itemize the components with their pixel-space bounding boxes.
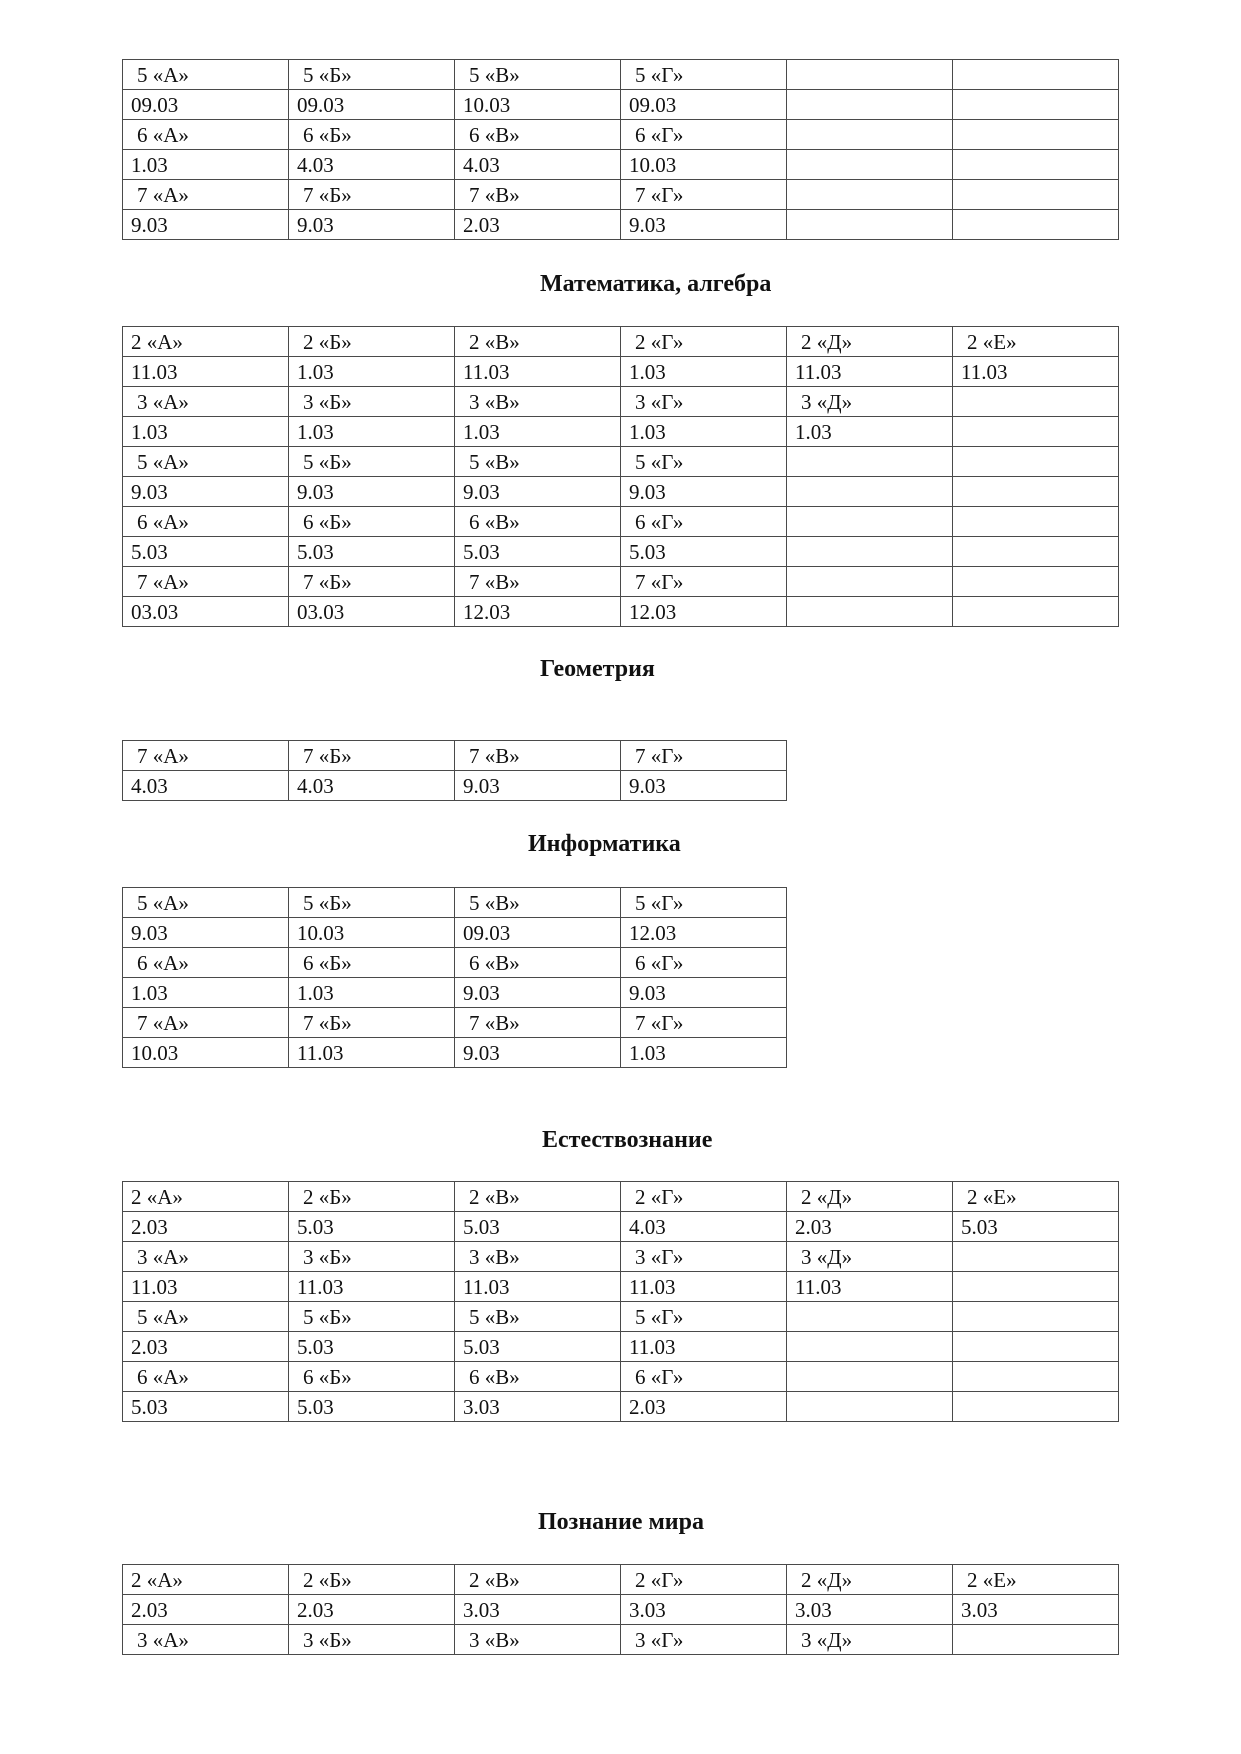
class-cell: 5 «В» <box>455 60 621 90</box>
date-cell: 4.03 <box>289 150 455 180</box>
class-cell: 3 «В» <box>455 1625 621 1655</box>
class-row <box>123 1302 1119 1332</box>
date-cell: 5.03 <box>953 1212 1119 1242</box>
class-cell: 6 «Г» <box>621 948 787 978</box>
class-cell: 7 «А» <box>123 741 289 771</box>
date-cell: 5.03 <box>289 1212 455 1242</box>
section-title-informatics: Информатика <box>528 831 681 857</box>
empty-cell <box>953 1392 1119 1422</box>
date-cell: 9.03 <box>621 477 787 507</box>
class-cell: 2 «Е» <box>953 1182 1119 1212</box>
class-cell: 3 «В» <box>455 387 621 417</box>
empty-cell <box>787 180 953 210</box>
date-cell: 11.03 <box>455 1272 621 1302</box>
class-cell: 5 «В» <box>455 1302 621 1332</box>
date-cell: 1.03 <box>123 150 289 180</box>
class-cell: 7 «А» <box>123 567 289 597</box>
class-cell: 3 «Г» <box>621 387 787 417</box>
class-cell: 5 «А» <box>123 888 289 918</box>
empty-cell <box>787 1302 953 1332</box>
date-row <box>123 771 787 801</box>
date-cell: 03.03 <box>289 597 455 627</box>
class-cell: 3 «Д» <box>787 1625 953 1655</box>
class-cell: 6 «Б» <box>289 507 455 537</box>
class-row <box>123 888 787 918</box>
class-cell: 3 «Б» <box>289 1242 455 1272</box>
date-row <box>123 150 1119 180</box>
date-cell: 03.03 <box>123 597 289 627</box>
empty-cell <box>787 1392 953 1422</box>
date-cell: 1.03 <box>289 357 455 387</box>
date-cell: 1.03 <box>123 978 289 1008</box>
class-row <box>123 507 1119 537</box>
date-cell: 3.03 <box>787 1595 953 1625</box>
class-cell: 2 «Д» <box>787 327 953 357</box>
empty-cell <box>953 90 1119 120</box>
class-cell: 2 «В» <box>455 1565 621 1595</box>
empty-cell <box>953 507 1119 537</box>
empty-cell <box>787 60 953 90</box>
schedule-table-continued <box>122 59 1119 240</box>
date-cell: 12.03 <box>621 918 787 948</box>
date-row <box>123 1212 1119 1242</box>
class-cell: 5 «Г» <box>621 447 787 477</box>
section-title-natural-science: Естествознание <box>542 1127 713 1153</box>
class-row <box>123 60 1119 90</box>
empty-cell <box>787 477 953 507</box>
date-row <box>123 1392 1119 1422</box>
class-row <box>123 120 1119 150</box>
class-cell: 3 «Г» <box>621 1242 787 1272</box>
date-cell: 4.03 <box>289 771 455 801</box>
class-cell: 5 «Б» <box>289 447 455 477</box>
empty-cell <box>953 1332 1119 1362</box>
class-cell: 7 «Г» <box>621 567 787 597</box>
date-cell: 5.03 <box>289 537 455 567</box>
class-cell: 3 «Б» <box>289 387 455 417</box>
class-cell: 7 «Б» <box>289 741 455 771</box>
class-row <box>123 180 1119 210</box>
date-cell: 1.03 <box>621 417 787 447</box>
schedule-table-math-algebra <box>122 326 1119 627</box>
date-cell: 11.03 <box>787 357 953 387</box>
class-cell: 7 «В» <box>455 1008 621 1038</box>
date-cell: 5.03 <box>455 537 621 567</box>
empty-cell <box>787 537 953 567</box>
empty-cell <box>953 597 1119 627</box>
empty-cell <box>787 210 953 240</box>
date-cell: 09.03 <box>621 90 787 120</box>
schedule-table-geometry <box>122 740 787 801</box>
class-cell: 5 «Б» <box>289 60 455 90</box>
empty-cell <box>953 417 1119 447</box>
class-row <box>123 948 787 978</box>
class-cell: 6 «Г» <box>621 1362 787 1392</box>
class-row <box>123 1625 1119 1655</box>
class-cell: 3 «Д» <box>787 387 953 417</box>
date-cell: 09.03 <box>455 918 621 948</box>
class-cell: 7 «Г» <box>621 1008 787 1038</box>
date-cell: 11.03 <box>289 1038 455 1068</box>
class-row <box>123 1242 1119 1272</box>
date-cell: 3.03 <box>953 1595 1119 1625</box>
empty-cell <box>787 1362 953 1392</box>
class-cell: 2 «Г» <box>621 1565 787 1595</box>
section-title-world-knowledge: Познание мира <box>538 1509 704 1535</box>
empty-cell <box>787 150 953 180</box>
schedule-table-world-knowledge <box>122 1564 1119 1655</box>
class-row <box>123 1008 787 1038</box>
date-cell: 9.03 <box>455 978 621 1008</box>
date-cell: 11.03 <box>123 1272 289 1302</box>
date-cell: 2.03 <box>123 1332 289 1362</box>
date-cell: 2.03 <box>123 1212 289 1242</box>
date-cell: 3.03 <box>621 1595 787 1625</box>
empty-cell <box>787 597 953 627</box>
class-row <box>123 567 1119 597</box>
date-cell: 11.03 <box>787 1272 953 1302</box>
empty-cell <box>787 567 953 597</box>
class-cell: 5 «А» <box>123 447 289 477</box>
date-row <box>123 1595 1119 1625</box>
class-row <box>123 1362 1119 1392</box>
date-cell: 9.03 <box>123 210 289 240</box>
date-row <box>123 417 1119 447</box>
date-cell: 1.03 <box>455 417 621 447</box>
empty-cell <box>953 210 1119 240</box>
class-cell: 2 «Б» <box>289 1182 455 1212</box>
empty-cell <box>953 1362 1119 1392</box>
class-cell: 5 «В» <box>455 447 621 477</box>
date-row <box>123 918 787 948</box>
class-cell: 3 «В» <box>455 1242 621 1272</box>
class-cell: 7 «А» <box>123 1008 289 1038</box>
empty-cell <box>953 120 1119 150</box>
class-cell: 7 «В» <box>455 567 621 597</box>
class-cell: 6 «А» <box>123 1362 289 1392</box>
empty-cell <box>787 1332 953 1362</box>
date-cell: 9.03 <box>289 210 455 240</box>
date-cell: 12.03 <box>455 597 621 627</box>
date-cell: 9.03 <box>621 978 787 1008</box>
empty-cell <box>953 1242 1119 1272</box>
class-cell: 3 «А» <box>123 387 289 417</box>
date-row <box>123 597 1119 627</box>
class-cell: 2 «А» <box>123 327 289 357</box>
class-row <box>123 1565 1119 1595</box>
class-cell: 5 «В» <box>455 888 621 918</box>
class-row <box>123 741 787 771</box>
section-title-math-algebra: Математика, алгебра <box>540 271 772 297</box>
class-row <box>123 387 1119 417</box>
class-cell: 6 «Г» <box>621 507 787 537</box>
class-cell: 7 «Б» <box>289 1008 455 1038</box>
class-cell: 6 «А» <box>123 948 289 978</box>
date-row <box>123 1332 1119 1362</box>
date-cell: 11.03 <box>289 1272 455 1302</box>
date-cell: 1.03 <box>123 417 289 447</box>
class-cell: 2 «А» <box>123 1565 289 1595</box>
class-cell: 7 «В» <box>455 180 621 210</box>
class-cell: 5 «Г» <box>621 888 787 918</box>
empty-cell <box>787 120 953 150</box>
date-cell: 11.03 <box>123 357 289 387</box>
empty-cell <box>787 507 953 537</box>
empty-cell <box>953 477 1119 507</box>
empty-cell <box>953 387 1119 417</box>
date-cell: 09.03 <box>289 90 455 120</box>
section-title-geometry: Геометрия <box>540 656 655 682</box>
date-cell: 4.03 <box>123 771 289 801</box>
date-cell: 1.03 <box>621 1038 787 1068</box>
date-cell: 3.03 <box>455 1392 621 1422</box>
class-cell: 7 «Б» <box>289 567 455 597</box>
class-cell: 6 «В» <box>455 1362 621 1392</box>
date-cell: 2.03 <box>455 210 621 240</box>
date-cell: 1.03 <box>289 417 455 447</box>
date-cell: 9.03 <box>621 771 787 801</box>
date-cell: 1.03 <box>787 417 953 447</box>
class-cell: 7 «Г» <box>621 180 787 210</box>
class-cell: 6 «Б» <box>289 120 455 150</box>
class-cell: 6 «В» <box>455 507 621 537</box>
date-cell: 9.03 <box>123 918 289 948</box>
date-cell: 5.03 <box>123 1392 289 1422</box>
date-cell: 3.03 <box>455 1595 621 1625</box>
date-cell: 10.03 <box>123 1038 289 1068</box>
class-cell: 2 «Б» <box>289 1565 455 1595</box>
schedule-table-informatics <box>122 887 787 1068</box>
class-cell: 2 «Д» <box>787 1182 953 1212</box>
schedule-table-natural-science <box>122 1181 1119 1422</box>
empty-cell <box>787 447 953 477</box>
date-cell: 9.03 <box>455 771 621 801</box>
class-cell: 2 «Г» <box>621 327 787 357</box>
date-cell: 11.03 <box>621 1332 787 1362</box>
date-cell: 2.03 <box>289 1595 455 1625</box>
class-cell: 6 «Б» <box>289 1362 455 1392</box>
date-cell: 10.03 <box>289 918 455 948</box>
date-cell: 5.03 <box>621 537 787 567</box>
class-row <box>123 327 1119 357</box>
empty-cell <box>953 60 1119 90</box>
class-cell: 6 «Г» <box>621 120 787 150</box>
class-cell: 2 «Е» <box>953 327 1119 357</box>
date-cell: 4.03 <box>621 1212 787 1242</box>
class-cell: 7 «В» <box>455 741 621 771</box>
date-cell: 5.03 <box>455 1332 621 1362</box>
date-cell: 2.03 <box>123 1595 289 1625</box>
class-cell: 6 «Б» <box>289 948 455 978</box>
class-cell: 6 «А» <box>123 120 289 150</box>
date-cell: 4.03 <box>455 150 621 180</box>
date-row <box>123 978 787 1008</box>
class-cell: 6 «А» <box>123 507 289 537</box>
date-row <box>123 1272 1119 1302</box>
class-cell: 2 «А» <box>123 1182 289 1212</box>
date-row <box>123 537 1119 567</box>
class-cell: 7 «А» <box>123 180 289 210</box>
date-row <box>123 90 1119 120</box>
empty-cell <box>953 1625 1119 1655</box>
empty-cell <box>953 1302 1119 1332</box>
class-cell: 2 «В» <box>455 1182 621 1212</box>
class-cell: 2 «В» <box>455 327 621 357</box>
date-cell: 10.03 <box>455 90 621 120</box>
date-cell: 12.03 <box>621 597 787 627</box>
class-row <box>123 1182 1119 1212</box>
date-cell: 9.03 <box>123 477 289 507</box>
date-cell: 9.03 <box>455 1038 621 1068</box>
date-cell: 9.03 <box>621 210 787 240</box>
class-cell: 2 «Е» <box>953 1565 1119 1595</box>
date-cell: 2.03 <box>621 1392 787 1422</box>
date-cell: 11.03 <box>953 357 1119 387</box>
date-cell: 5.03 <box>289 1332 455 1362</box>
class-row <box>123 447 1119 477</box>
class-cell: 5 «Б» <box>289 1302 455 1332</box>
class-cell: 5 «А» <box>123 1302 289 1332</box>
empty-cell <box>953 537 1119 567</box>
date-cell: 5.03 <box>123 537 289 567</box>
date-cell: 5.03 <box>455 1212 621 1242</box>
class-cell: 2 «Д» <box>787 1565 953 1595</box>
class-cell: 3 «А» <box>123 1242 289 1272</box>
date-cell: 1.03 <box>621 357 787 387</box>
date-cell: 11.03 <box>621 1272 787 1302</box>
class-cell: 3 «А» <box>123 1625 289 1655</box>
class-cell: 7 «Б» <box>289 180 455 210</box>
date-cell: 5.03 <box>289 1392 455 1422</box>
date-cell: 9.03 <box>455 477 621 507</box>
date-cell: 9.03 <box>289 477 455 507</box>
date-cell: 10.03 <box>621 150 787 180</box>
date-row <box>123 1038 787 1068</box>
empty-cell <box>953 447 1119 477</box>
class-cell: 5 «Г» <box>621 60 787 90</box>
date-cell: 1.03 <box>289 978 455 1008</box>
date-row <box>123 357 1119 387</box>
class-cell: 2 «Б» <box>289 327 455 357</box>
date-cell: 09.03 <box>123 90 289 120</box>
date-cell: 2.03 <box>787 1212 953 1242</box>
empty-cell <box>953 1272 1119 1302</box>
class-cell: 6 «В» <box>455 948 621 978</box>
date-row <box>123 477 1119 507</box>
class-cell: 3 «Б» <box>289 1625 455 1655</box>
class-cell: 3 «Д» <box>787 1242 953 1272</box>
class-cell: 7 «Г» <box>621 741 787 771</box>
empty-cell <box>953 567 1119 597</box>
class-cell: 2 «Г» <box>621 1182 787 1212</box>
empty-cell <box>953 180 1119 210</box>
class-cell: 5 «А» <box>123 60 289 90</box>
empty-cell <box>787 90 953 120</box>
class-cell: 6 «В» <box>455 120 621 150</box>
date-cell: 11.03 <box>455 357 621 387</box>
date-row <box>123 210 1119 240</box>
class-cell: 5 «Б» <box>289 888 455 918</box>
class-cell: 3 «Г» <box>621 1625 787 1655</box>
class-cell: 5 «Г» <box>621 1302 787 1332</box>
empty-cell <box>953 150 1119 180</box>
